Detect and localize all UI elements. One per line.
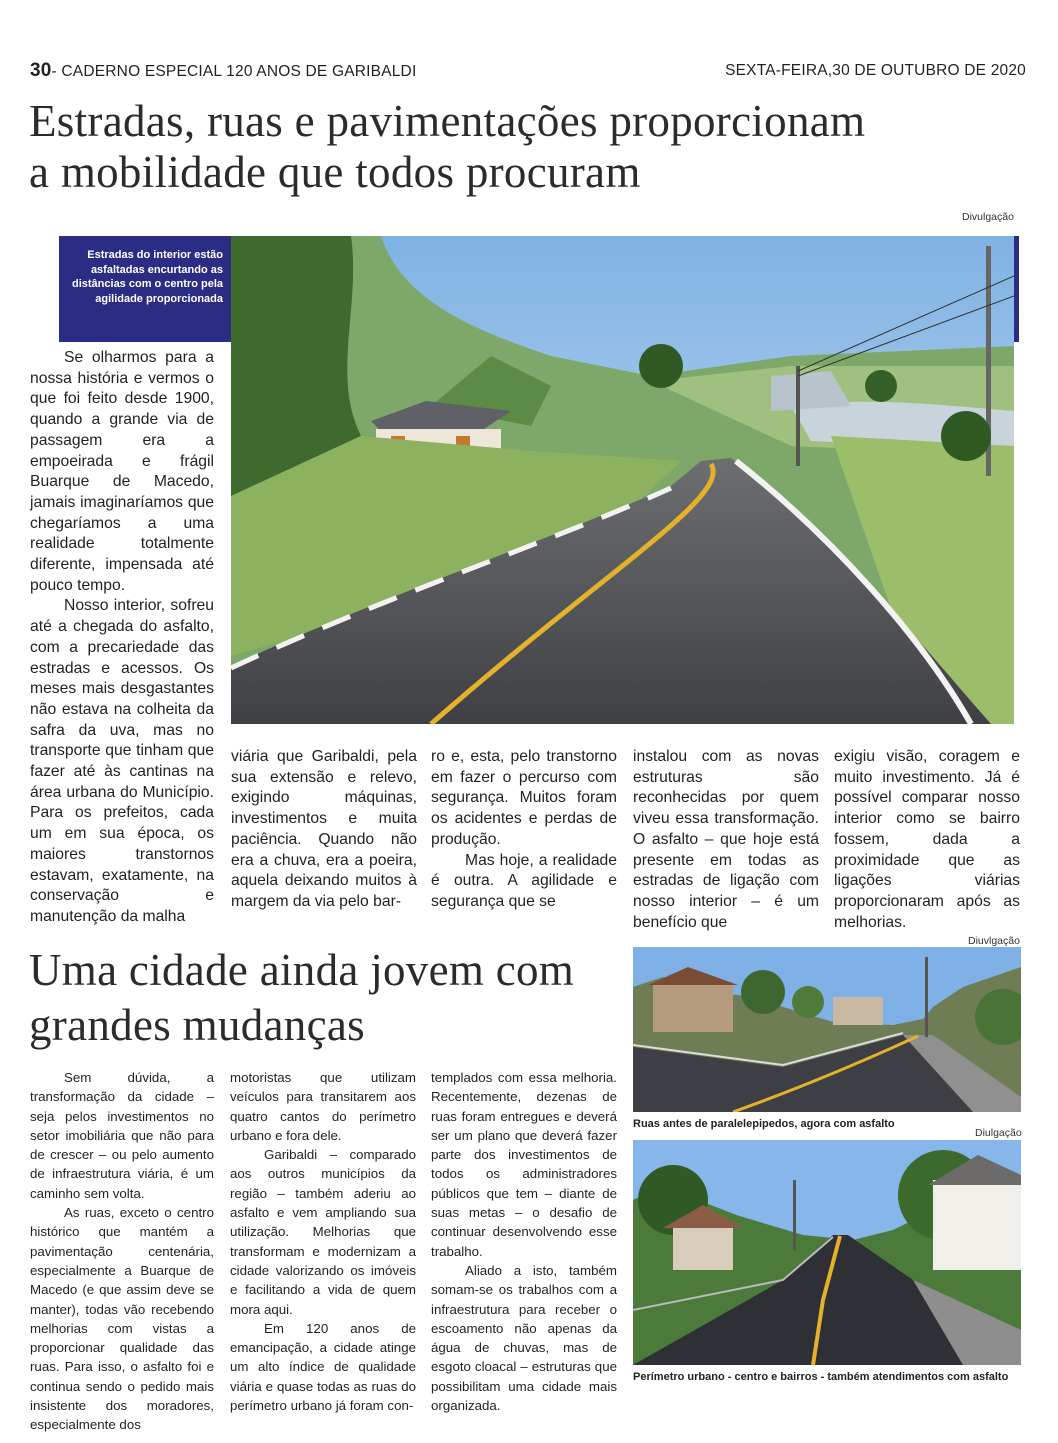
section-title: - CADERNO ESPECIAL 120 ANOS DE GARIBALDI <box>51 63 417 80</box>
article2-column-2: motoristas que utilizam veículos para transitarem aos quatro cantos do perímetro urbano e fora dele. Garibaldi – comparado aos outros municípios da região – também aderiu ao asfalto e vem ampliando sua utilização. Melhorias que transformam e modernizam a cidade valorizando os imóveis e facilitando a vida de quem mora aqui. Em 120 anos de emancipação, a cidade atinge um alto índice de qualidade viária e quase todas as ruas do perímetro urbano já foram con- <box>230 1070 416 1414</box>
article1-column-2: viária que Garibaldi, pela sua extensão e relevo, exigindo máquinas, investimentos e muita paciência. Quando não era a chuva, era a poeira, aquela deixando muitos à margem da via pelo bar- <box>231 748 417 910</box>
photo1-credit: Diuvlgação <box>968 935 1020 947</box>
article1-column-1: Se olharmos para a nossa história e vermos o que foi feito desde 1900, quando a grande via de passagem era a empoeirada e frágil Buarque de Macedo, jamais imaginaríamos que chegaríamos a uma realidade totalmente diferente, impensada até pouco tempo. Nosso interior, sofreu até a chegada do asfalto, com a precariedade das estradas e acessos. Os meses mais desgastantes não estava na colheita da safra da uva, mas no transporte que tinham que fazer até às cantinas na área urbana do Município. Para os prefeitos, cada um em sua época, os maiores transtornos estavam, exatamente, na conservação e manutenção da malha <box>30 349 214 925</box>
article2-column-3: templados com essa melhoria. Recentemente, dezenas de ruas foram entregues e deverá ser um plano que deverá fazer parte dos investimentos de todos os administradores públicos que tem – diante de suas metas – o desafio de continuar desenvolvendo esse trabalho. Aliado a isto, também somam-se os trabalhos com a infraestrutura para receber o escoamento não apenas da água de chuvas, mas de esgoto cloacal – estruturas que possibilitam uma cidade mais organizada. <box>431 1070 617 1414</box>
article1-column-4: instalou com as novas estruturas são reconhecidas por quem viveu essa transformação. O asfalto – que hoje está presente em todas as estradas de ligação com nosso interior – é um benefício que <box>633 748 819 931</box>
article1-column-3: ro e, esta, pelo transtorno em fazer o percurso com segurança. Muitos foram os acidentes e perdas de produção. Mas hoje, a realidade é outra. A agilidade e segurança que se <box>431 748 617 910</box>
rural-road-photo <box>231 236 1014 724</box>
photo2-credit: Diulgação <box>975 1127 1022 1139</box>
street-photo-1 <box>633 947 1021 1112</box>
page-number: 30 <box>30 60 52 81</box>
photo1-caption: Ruas antes de paralelepipedos, agora com asfalto <box>633 1118 895 1130</box>
article1-title: Estradas, ruas e pavimentações proporcionam a mobilidade que todos procuram <box>29 96 866 197</box>
photo-caption-box: Estradas do interior estão asfaltadas encurtando as distâncias com o centro pela agilidade proporcionada <box>59 236 231 342</box>
photo-credit: Divulgação <box>962 211 1014 223</box>
caption-box-edge <box>1014 236 1019 342</box>
article2-title: Uma cidade ainda jovem com grandes mudanças <box>29 945 575 1050</box>
street-photo-2 <box>633 1140 1021 1365</box>
publication-date: SEXTA-FEIRA,30 DE OUTUBRO DE 2020 <box>725 62 1026 79</box>
article2-column-1: Sem dúvida, a transformação da cidade – seja pelos investimentos no setor imobiliária que não para de crescer – ou pelo aumento de infraestrutura viária, é um caminho sem volta. As ruas, exceto o centro histórico que mantém a pavimentação centenária, especialmente a Buarque de Macedo (e que assim deve se manter), todas vão recebendo melhorias com vistas a proporcionar qualidade das ruas. Para isso, o asfalto foi e continua sendo o pedido mais insistente dos moradores, especialmente dos <box>30 1070 214 1433</box>
page-header-left <box>30 60 416 82</box>
photo2-caption: Perímetro urbano - centro e bairros - também atendimentos com asfalto <box>633 1371 1009 1383</box>
article1-column-5: exigiu visão, coragem e muito investimento. Já é possível comparar nosso interior como se bairro fossem, dada a proximidade que as ligações viárias proporcionaram após as melhorias. <box>834 748 1020 931</box>
